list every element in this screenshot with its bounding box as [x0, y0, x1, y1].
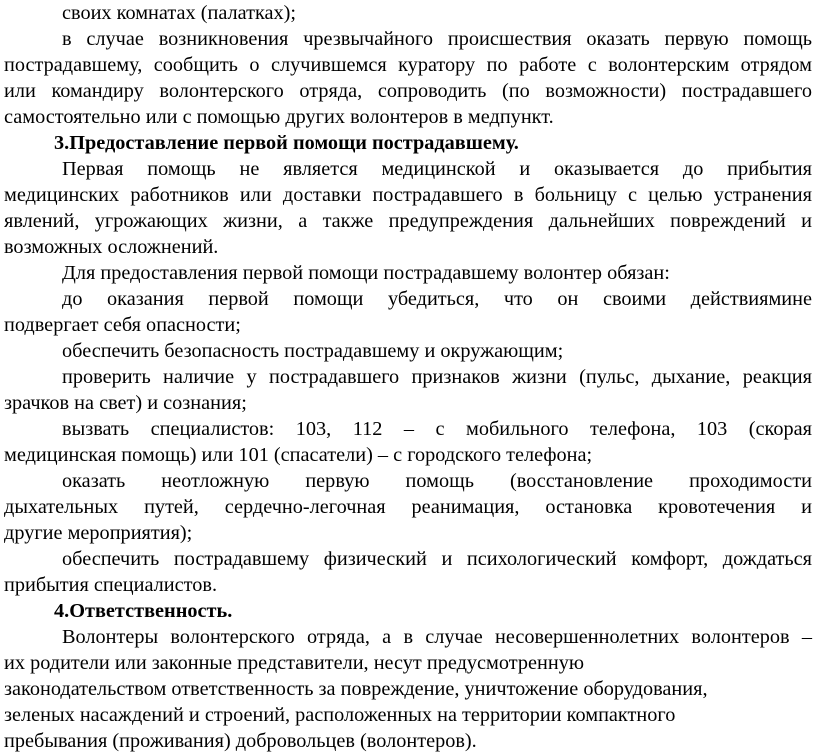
text-line: Первая помощь не является медицинской и оказывается до прибытия — [62, 158, 812, 180]
text-line: дыхательных путей, сердечно-легочная реанимация, остановка кровотечения и — [4, 496, 812, 518]
text-line: своих комнатах (палатках); — [62, 2, 297, 24]
text-line: другие мероприятия); — [4, 522, 193, 544]
text-line: вызвать специалистов: 103, 112 – с мобильного телефона, 103 (скорая — [62, 418, 812, 440]
text-line: возможных осложнений. — [4, 236, 219, 258]
text-line: их родители или законные представители, несут предусмотренную — [4, 652, 585, 674]
text-line: зрачков на свет) и сознания; — [4, 392, 247, 414]
section-heading: 3.Предоставление первой помощи пострадавшему. — [54, 132, 519, 154]
text-line: подвергает себя опасности; — [4, 314, 241, 336]
text-line: в случае возникновения чрезвычайного происшествия оказать первую помощь — [62, 28, 812, 50]
section-heading: 4.Ответственность. — [54, 600, 233, 622]
text-line: обеспечить безопасность пострадавшему и окружающим; — [62, 340, 564, 362]
text-line: законодательством ответственность за повреждение, уничтожение оборудования, — [4, 678, 708, 700]
text-line: прибытия специалистов. — [4, 574, 218, 596]
text-line: до оказания первой помощи убедиться, что он своими действиямине — [62, 288, 812, 310]
text-line: медицинская помощь) или 101 (спасатели) – с городского телефона; — [4, 444, 593, 466]
text-line: проверить наличие у пострадавшего признаков жизни (пульс, дыхание, реакция — [62, 366, 812, 388]
text-line: Волонтеры волонтерского отряда, а в случае несовершеннолетних волонтеров – — [62, 626, 812, 648]
text-line: оказать неотложную первую помощь (восстановление проходимости — [62, 470, 812, 492]
text-line: зеленых насаждений и строений, расположенных на территории компактного — [4, 704, 676, 726]
text-line: или командиру волонтерского отряда, сопроводить (по возможности) пострадавшего — [4, 80, 812, 102]
text-line: самостоятельно или с помощью других волонтеров в медпункт. — [4, 106, 554, 128]
text-line: пребывания (проживания) добровольцев (волонтеров). — [4, 730, 477, 752]
text-line: медицинских работников или доставки пострадавшего в больницу с целью устранения — [4, 184, 812, 206]
text-line: пострадавшему, сообщить о случившемся куратору по работе с волонтерским отрядом — [4, 54, 812, 76]
text-line: Для предоставления первой помощи пострадавшему волонтер обязан: — [62, 262, 670, 284]
text-line: явлений, угрожающих жизни, а также предупреждения дальнейших повреждений и — [4, 210, 812, 232]
text-line: обеспечить пострадавшему физический и психологический комфорт, дождаться — [62, 548, 812, 570]
